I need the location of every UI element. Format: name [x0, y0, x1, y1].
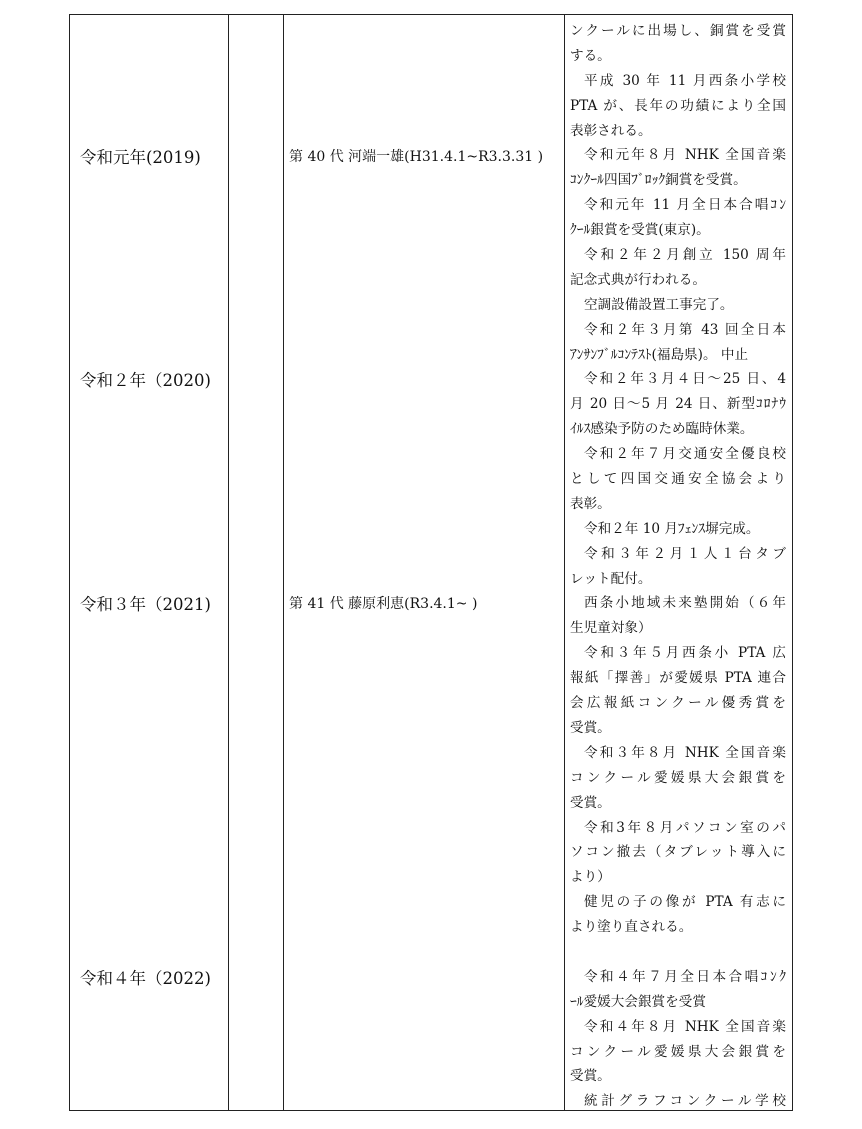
era-label: 令和３年（2021): [80, 595, 211, 614]
event-line: 令和２年７月交通安全優良校: [584, 446, 786, 463]
event-line: レット配付。: [570, 570, 652, 587]
event-line: より）: [570, 869, 611, 886]
column-divider: [228, 15, 229, 1110]
event-line: ｲﾙｽ感染予防のため臨時休業。: [570, 421, 754, 438]
event-line: コンクール愛媛県大会銀賞を: [570, 1043, 786, 1060]
event-line: 平成 30 年 11 月西条小学校: [584, 72, 786, 89]
event-line: 令和２年 10 月ﾌｪﾝｽ塀完成。: [584, 520, 760, 537]
event-line: 記念式典が行われる。: [570, 271, 706, 288]
events-column: [570, 19, 786, 1114]
event-line: 受賞。: [570, 794, 611, 811]
event-line: 健児の子の像が PTA 有志に: [584, 894, 786, 911]
event-line: 会広報紙コンクール優秀賞を: [570, 695, 786, 712]
event-line: ｸｰﾙ銀賞を受賞(東京)。: [570, 222, 710, 239]
event-line: 令和３年５月西条小 PTA 広: [584, 645, 786, 662]
event-line: 令和４年７月全日本合唱ｺﾝｸ: [584, 968, 786, 985]
event-line: 令和２年３月４日～25 日、4: [584, 371, 786, 388]
era-label: 令和４年（2022): [80, 969, 211, 988]
event-line: 令和元年８月 NHK 全国音楽: [584, 147, 786, 164]
event-line: 令和３年８月 NHK 全国音楽: [584, 744, 786, 761]
event-line: 西条小地域未来塾開始（６年: [584, 595, 786, 612]
event-line: として四国交通安全協会より: [570, 471, 786, 488]
event-line: ｰﾙ愛媛大会銀賞を受賞: [570, 993, 706, 1010]
event-line: ソコン撤去（タブレット導入に: [570, 844, 786, 861]
event-line: ｺﾝｸｰﾙ四国ﾌﾞﾛｯｸ銅賞を受賞。: [570, 172, 747, 189]
principal-name: 第 41 代 藤原利恵(R3.4.1~ ): [289, 596, 478, 612]
event-line: 受賞。: [570, 719, 611, 736]
event-line: 生児童対象）: [570, 620, 652, 637]
event-line: 空調設備設置工事完了。: [584, 296, 734, 313]
event-line: 表彰される。: [570, 122, 652, 139]
event-line: より塗り直される。: [570, 919, 693, 936]
era-label: 令和元年(2019): [80, 148, 201, 167]
event-line: コンクール愛媛県大会銀賞を: [570, 769, 786, 786]
event-line: 令和元年 11 月全日本合唱ｺﾝ: [584, 197, 786, 214]
event-line: 令和２年３月第 43 回全日本: [584, 321, 786, 338]
event-line: 統計グラフコンクール学校: [584, 1093, 786, 1110]
event-line: ｱﾝｻﾝﾌﾞﾙｺﾝﾃｽﾄ(福島県)。 中止: [570, 346, 749, 363]
event-line: [570, 940, 786, 965]
event-line: 月 20 日～5 月 24 日、新型ｺﾛﾅｳ: [570, 396, 786, 413]
event-line: 報紙「擇善」が愛媛県 PTA 連合: [570, 670, 786, 687]
event-line: 令和４年８月 NHK 全国音楽: [584, 1018, 786, 1035]
event-line: PTA が、長年の功績により全国: [570, 97, 786, 114]
column-divider: [283, 15, 284, 1110]
event-line: 受賞。: [570, 1068, 611, 1085]
event-line: 令和３年２月１人１台タブ: [584, 545, 786, 562]
event-line: 表彰。: [570, 495, 611, 512]
event-line: する。: [570, 47, 611, 64]
era-label: 令和２年（2020): [80, 371, 211, 390]
history-table: [69, 14, 793, 1111]
principal-name: 第 40 代 河端一雄(H31.4.1~R3.3.31 ): [289, 149, 544, 165]
event-line: 令和２年２月創立 150 周年: [584, 247, 786, 264]
column-divider: [564, 15, 565, 1110]
event-line: ンクールに出場し、銅賞を受賞: [570, 23, 786, 39]
event-line: 令和3年８月パソコン室のパ: [584, 819, 786, 836]
